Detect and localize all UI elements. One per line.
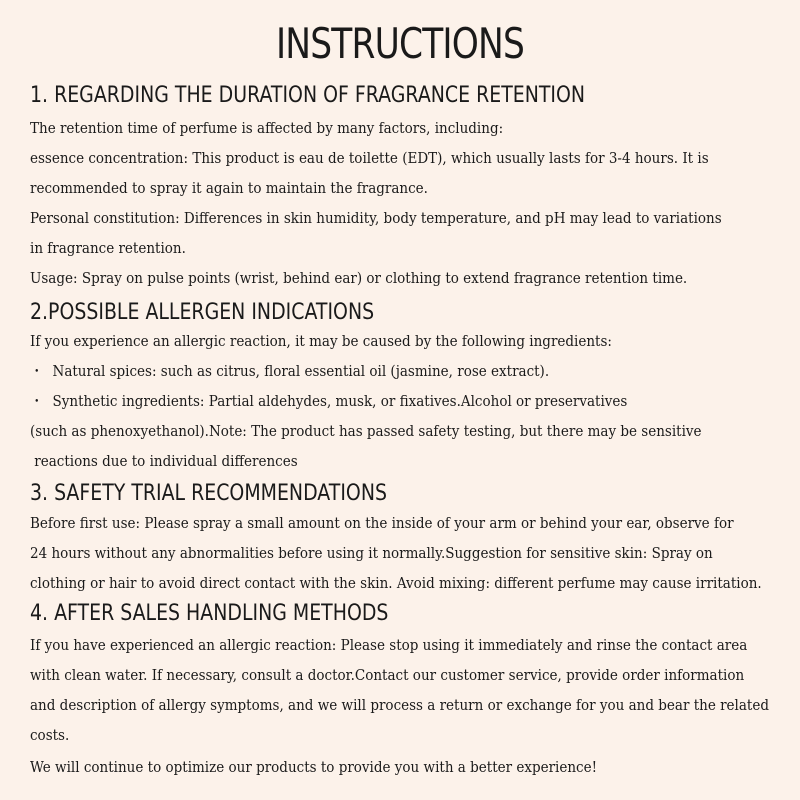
- section-2-intro: If you experience an allergic reaction, it may be caused by the following ingredients:: [30, 332, 612, 350]
- section-3-line: Before first use: Please spray a small amount on the inside of your arm or behind your ear, observe for: [30, 514, 734, 532]
- page-title: INSTRUCTIONS: [275, 19, 525, 68]
- section-3-heading: 3. SAFETY TRIAL RECOMMENDATIONS: [30, 481, 387, 506]
- bullet-text: Synthetic ingredients: Partial aldehydes, musk, or fixatives.Alcohol or preservatives: [52, 392, 628, 410]
- section-2-line: reactions due to individual differences: [30, 452, 298, 470]
- section-1-heading: 1. REGARDING THE DURATION OF FRAGRANCE RETENTION: [30, 83, 586, 108]
- section-1-line: The retention time of perfume is affected by many factors, including:: [30, 119, 504, 137]
- section-1-line: essence concentration: This product is eau de toilette (EDT), which usually lasts for 3-4 hours. It is: [30, 149, 709, 167]
- section-2-bullet-item: [30, 356, 549, 386]
- section-3-line: 24 hours without any abnormalities before using it normally.Suggestion for sensitive skin: Spray on: [30, 544, 713, 562]
- section-4-line: and description of allergy symptoms, and we will process a return or exchange for you and bear the related: [30, 696, 769, 714]
- section-1-line: Usage: Spray on pulse points (wrist, behind ear) or clothing to extend fragrance retention time.: [30, 269, 688, 287]
- section-1-line: in fragrance retention.: [30, 239, 186, 257]
- bullet-icon: ・: [30, 392, 44, 410]
- section-4-line: If you have experienced an allergic reaction: Please stop using it immediately and rinse the contact area: [30, 636, 748, 654]
- section-3-line: clothing or hair to avoid direct contact with the skin. Avoid mixing: different perfume may cause irritation.: [30, 574, 762, 592]
- bullet-icon: ・: [30, 362, 44, 380]
- section-4-line: with clean water. If necessary, consult a doctor.Contact our customer service, provide order information: [30, 666, 745, 684]
- bullet-text: Natural spices: such as citrus, floral essential oil (jasmine, rose extract).: [52, 362, 550, 380]
- section-4-heading: 4. AFTER SALES HANDLING METHODS: [30, 601, 389, 626]
- section-2-bullet-item: [30, 386, 627, 416]
- section-2-heading: 2.POSSIBLE ALLERGEN INDICATIONS: [30, 300, 375, 325]
- section-2-line: (such as phenoxyethanol).Note: The product has passed safety testing, but there may be sensitive: [30, 422, 702, 440]
- section-1-line: Personal constitution: Differences in skin humidity, body temperature, and pH may lead to variations: [30, 209, 722, 227]
- section-4-closing: We will continue to optimize our products to provide you with a better experience!: [30, 758, 598, 776]
- section-4-line: costs.: [30, 726, 70, 744]
- section-1-line: recommended to spray it again to maintain the fragrance.: [30, 179, 428, 197]
